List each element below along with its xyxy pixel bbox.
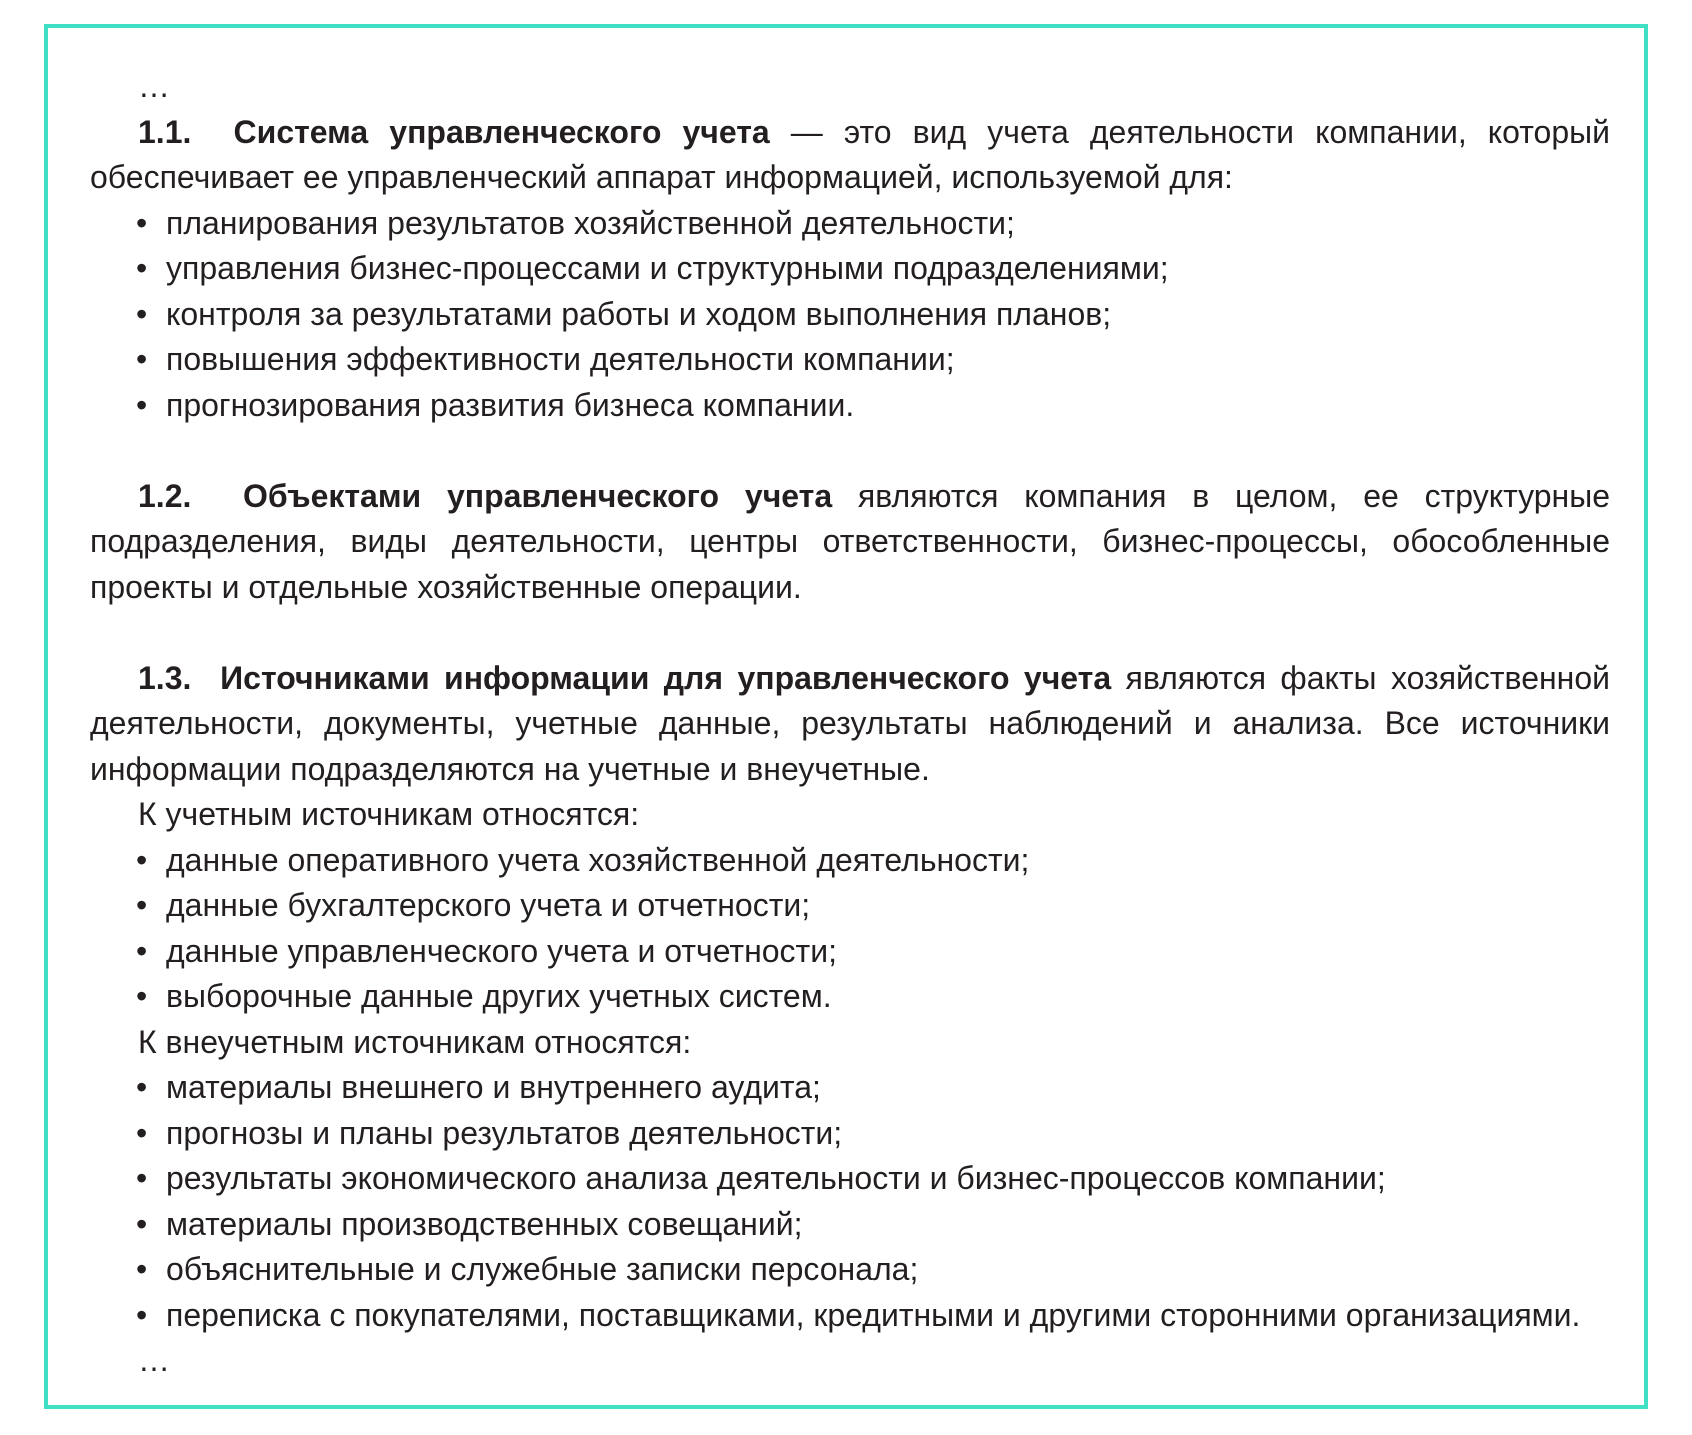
bullet-icon: • xyxy=(136,841,148,878)
section-number: 1.1. xyxy=(138,113,192,150)
non-accounting-sources-intro: К внеучетным источникам относятся: xyxy=(138,1023,692,1060)
accounting-sources-list xyxy=(90,838,1610,1020)
section-term: Объектами управленческого учета xyxy=(243,477,833,514)
bullet-icon: • xyxy=(136,978,148,1014)
list-item: • результаты экономического анализа деятельности и бизнес-процессов компании; xyxy=(90,1156,1610,1202)
bullet-icon: • xyxy=(136,932,148,969)
list-item: • данные бухгалтерского учета и отчетности; xyxy=(90,883,1610,929)
section-1-3-paragraph xyxy=(90,656,1610,793)
section-1-1-paragraph xyxy=(90,110,1610,201)
list-item: • материалы внешнего и внутреннего аудита; xyxy=(90,1065,1610,1111)
bullet-icon: • xyxy=(136,295,148,332)
non-accounting-sources-list xyxy=(90,1065,1610,1338)
bullet-icon: • xyxy=(136,1069,148,1105)
list-item: • данные оперативного учета хозяйственной деятельности; xyxy=(90,838,1610,884)
list-item: • прогнозирования развития бизнеса компании. xyxy=(90,383,1610,429)
accounting-sources-intro: К учетным источникам относятся: xyxy=(138,796,640,832)
section-gap xyxy=(90,428,1610,474)
list-item: • повышения эффективности деятельности компании; xyxy=(90,337,1610,383)
bullet-icon: • xyxy=(136,1205,148,1242)
section-text: являются компания в целом, ее структурные подразделения, виды деятельности, центры ответственности, бизнес-процессы, обособленные проекты и отдельные хозяйственные операции. xyxy=(90,477,1611,605)
bullet-icon: • xyxy=(136,386,148,423)
section-text: — это вид учета деятельности компании, который обеспечивает ее управленческий аппарат информацией, используемой для: xyxy=(90,113,1611,195)
bullet-icon: • xyxy=(136,1160,148,1196)
list-item: • планирования результатов хозяйственной деятельности; xyxy=(90,201,1610,247)
ellipsis-bottom: … xyxy=(138,1342,173,1378)
list-item: • контроля за результатами работы и ходом выполнения планов; xyxy=(90,292,1610,338)
ellipsis-top: … xyxy=(138,68,173,104)
section-number: 1.2. xyxy=(138,477,192,514)
section-text: являются факты хозяйственной деятельности, документы, учетные данные, результаты наблюдений и анализа. Все источники информации подразделяются на учетные и внеучетные. xyxy=(90,659,1611,787)
list-item: • переписка с покупателями, поставщиками, кредитными и другими сторонними организациями. xyxy=(90,1293,1610,1339)
section-1-1-list xyxy=(90,201,1610,429)
bullet-icon: • xyxy=(136,341,148,377)
list-item: • объяснительные и служебные записки персонала; xyxy=(90,1247,1610,1293)
list-item: • данные управленческого учета и отчетности; xyxy=(90,929,1610,975)
list-item: • выборочные данные других учетных систем. xyxy=(90,974,1610,1020)
section-gap xyxy=(90,610,1610,656)
document-body xyxy=(90,64,1610,1384)
section-term: Система управленческого учета xyxy=(233,113,770,150)
bullet-icon: • xyxy=(136,1114,148,1151)
bullet-icon: • xyxy=(136,250,148,286)
section-term: Источниками информации для управленческого учета xyxy=(220,659,1112,696)
bullet-icon: • xyxy=(136,1296,148,1333)
bullet-icon: • xyxy=(136,204,148,241)
section-1-2-paragraph xyxy=(90,474,1610,611)
document-frame xyxy=(44,24,1648,1409)
list-item: • управления бизнес-процессами и структурными подразделениями; xyxy=(90,246,1610,292)
list-item: • материалы производственных совещаний; xyxy=(90,1202,1610,1248)
section-number: 1.3. xyxy=(138,659,192,696)
bullet-icon: • xyxy=(136,887,148,923)
list-item: • прогнозы и планы результатов деятельности; xyxy=(90,1111,1610,1157)
bullet-icon: • xyxy=(136,1251,148,1287)
